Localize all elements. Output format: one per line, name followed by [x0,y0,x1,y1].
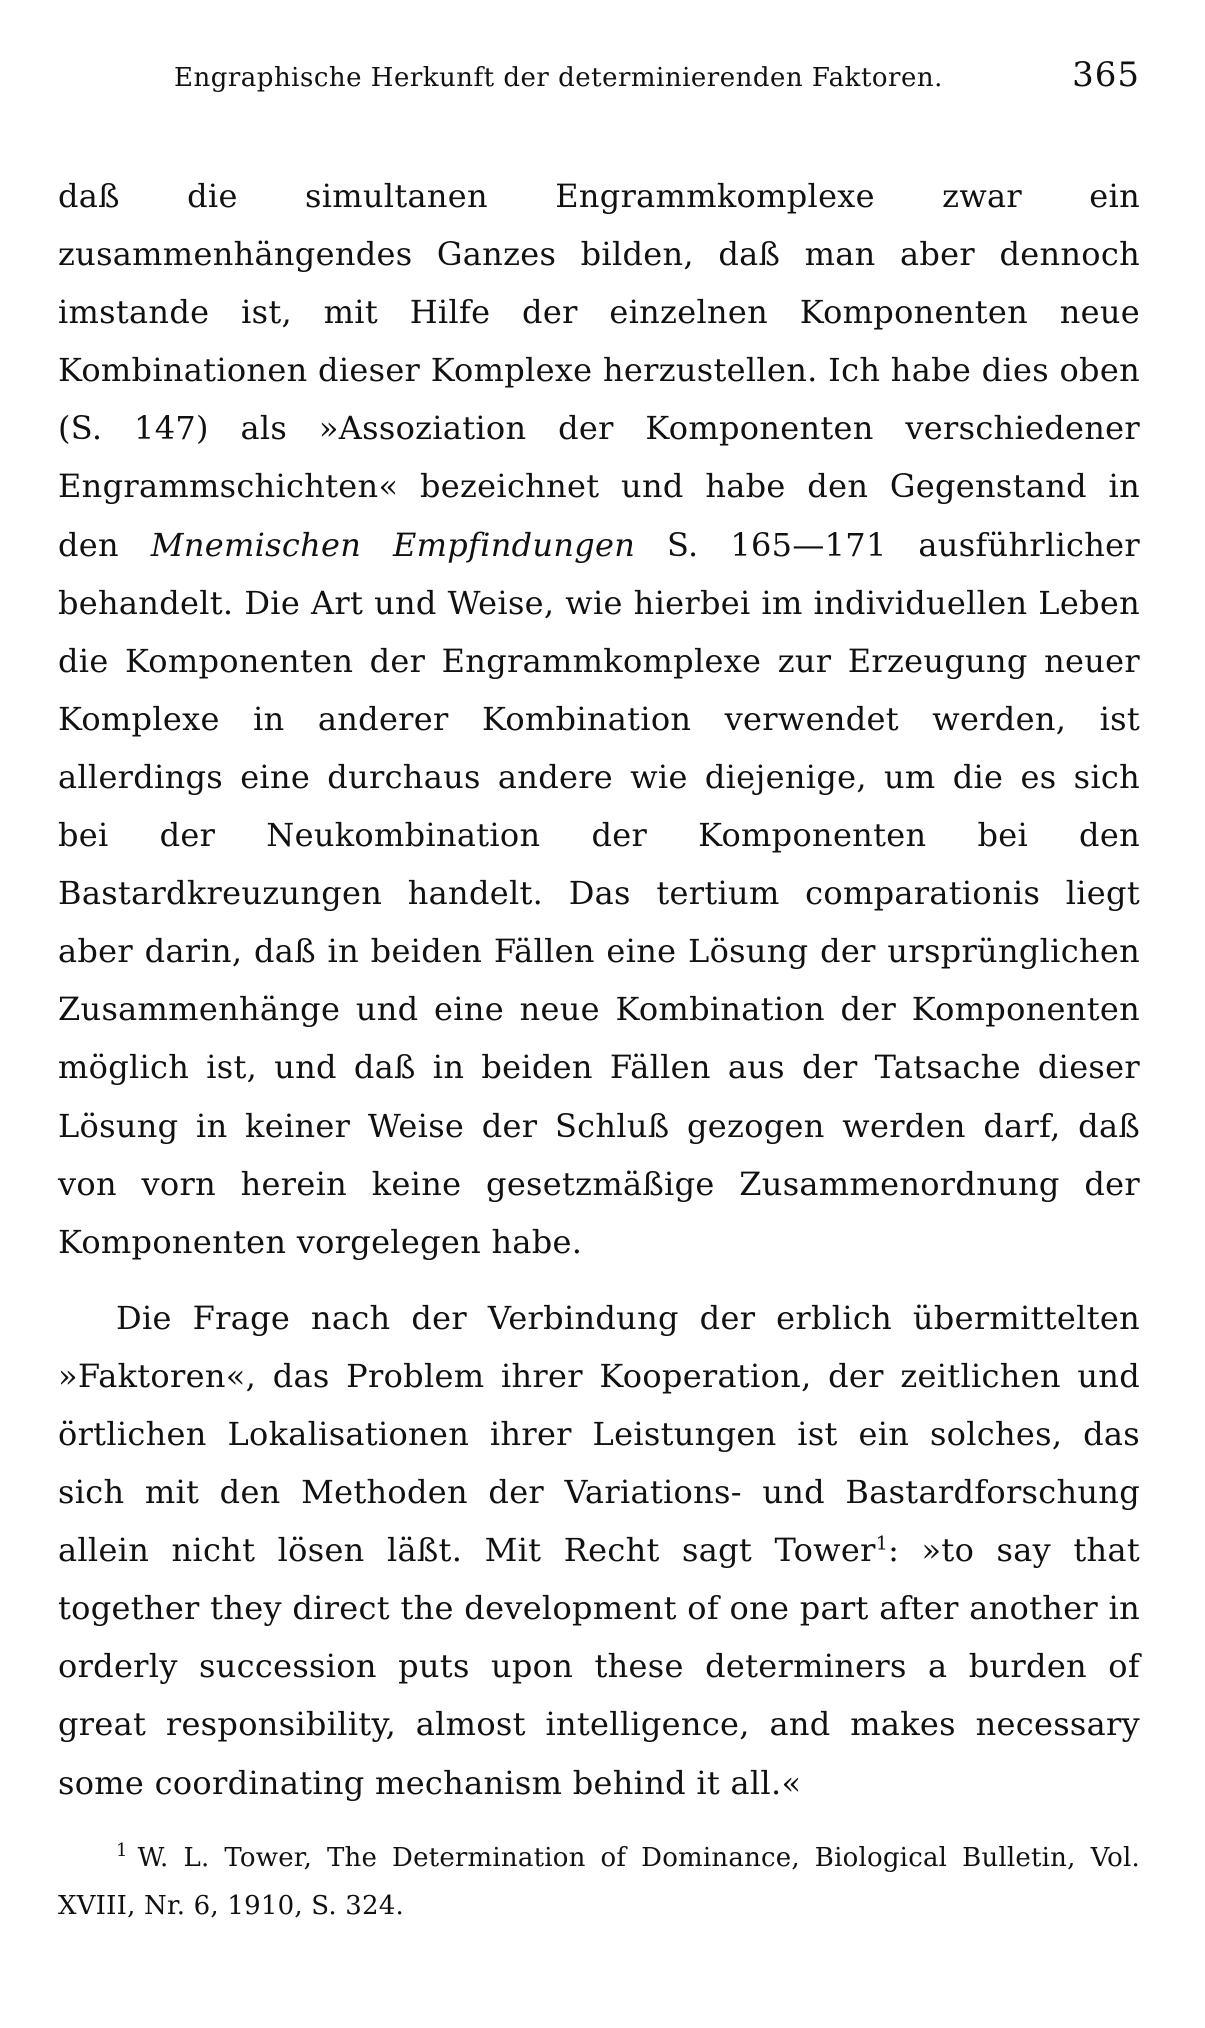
footnote-text: W. L. Tower, The Determination of Dominance, Biological Bulletin, Vol. XVIII, Nr. 6, 1910, S. 324. [58,1842,1140,1921]
page-number: 365 [1072,55,1140,95]
footnote-1 [58,1834,1140,1930]
paragraph-1 [58,167,1140,1271]
paragraph-2-text-start: Die Frage nach der Verbindung der erblich übermittelten »Faktoren«, das Problem ihrer Kooperation, der zeitlichen und örtlichen Lokalisationen ihrer Leistungen ist ein solches, das sich mit den Methoden der Variations- und Bastardforschung allein nicht lösen läßt. Mit Recht sagt Tower [58,1298,1140,1570]
footnotes [58,1834,1140,1930]
paragraph-1-text-end: S. 165—171 ausführlicher behandelt. Die Art und Weise, wie hierbei im individuellen Leben die Komponenten der Engrammkomplexe zur Erzeugung neuer Komplexe in anderer Kombination verwendet werden, ist allerdings eine durchaus andere wie diejenige, um die es sich bei der Neukombination der Komponenten bei den Bastardkreuzungen handelt. Das tertium comparationis liegt aber darin, daß in beiden Fällen eine Lösung der ursprünglichen Zusammenhänge und eine neue Kombination der Komponenten möglich ist, und daß in beiden Fällen aus der Tatsache dieser Lösung in keiner Weise der Schluß gezogen werden darf, daß von vorn herein keine gesetzmäßige Zusammenordnung der Komponenten vorgelegen habe. [58,525,1141,1261]
book-title-mnemischen-empfindungen: Mnemischen Empfindungen [150,525,636,564]
body-text [58,167,1140,1812]
footnote-mark: 1 [116,1839,128,1861]
paragraph-1-text-start: daß die simultanen Engrammkomplexe zwar ein zusammenhängendes Ganzes bilden, daß man aber dennoch imstande ist, mit Hilfe der einzelnen Komponenten neue Kombinationen dieser Komplexe herzustellen. Ich habe dies oben (S. 147) als »Assoziation der Komponenten verschiedener Engrammschichten« bezeichnet und habe den Gegenstand in den [58,177,1140,564]
book-page [58,55,1140,1930]
running-head-title: Engraphische Herkunft der determinierenden Faktoren. [174,63,943,93]
paragraph-2 [58,1289,1140,1812]
paragraph-2-text-end: : »to say that together they direct the development of one part after another in orderly succession puts upon these determiners a burden of great responsibility, almost intelligence, and makes necessary some coordinating mechanism behind it all.« [58,1531,1141,1802]
footnote-reference-1[interactable]: 1 [875,1532,889,1555]
running-head [58,55,1140,115]
